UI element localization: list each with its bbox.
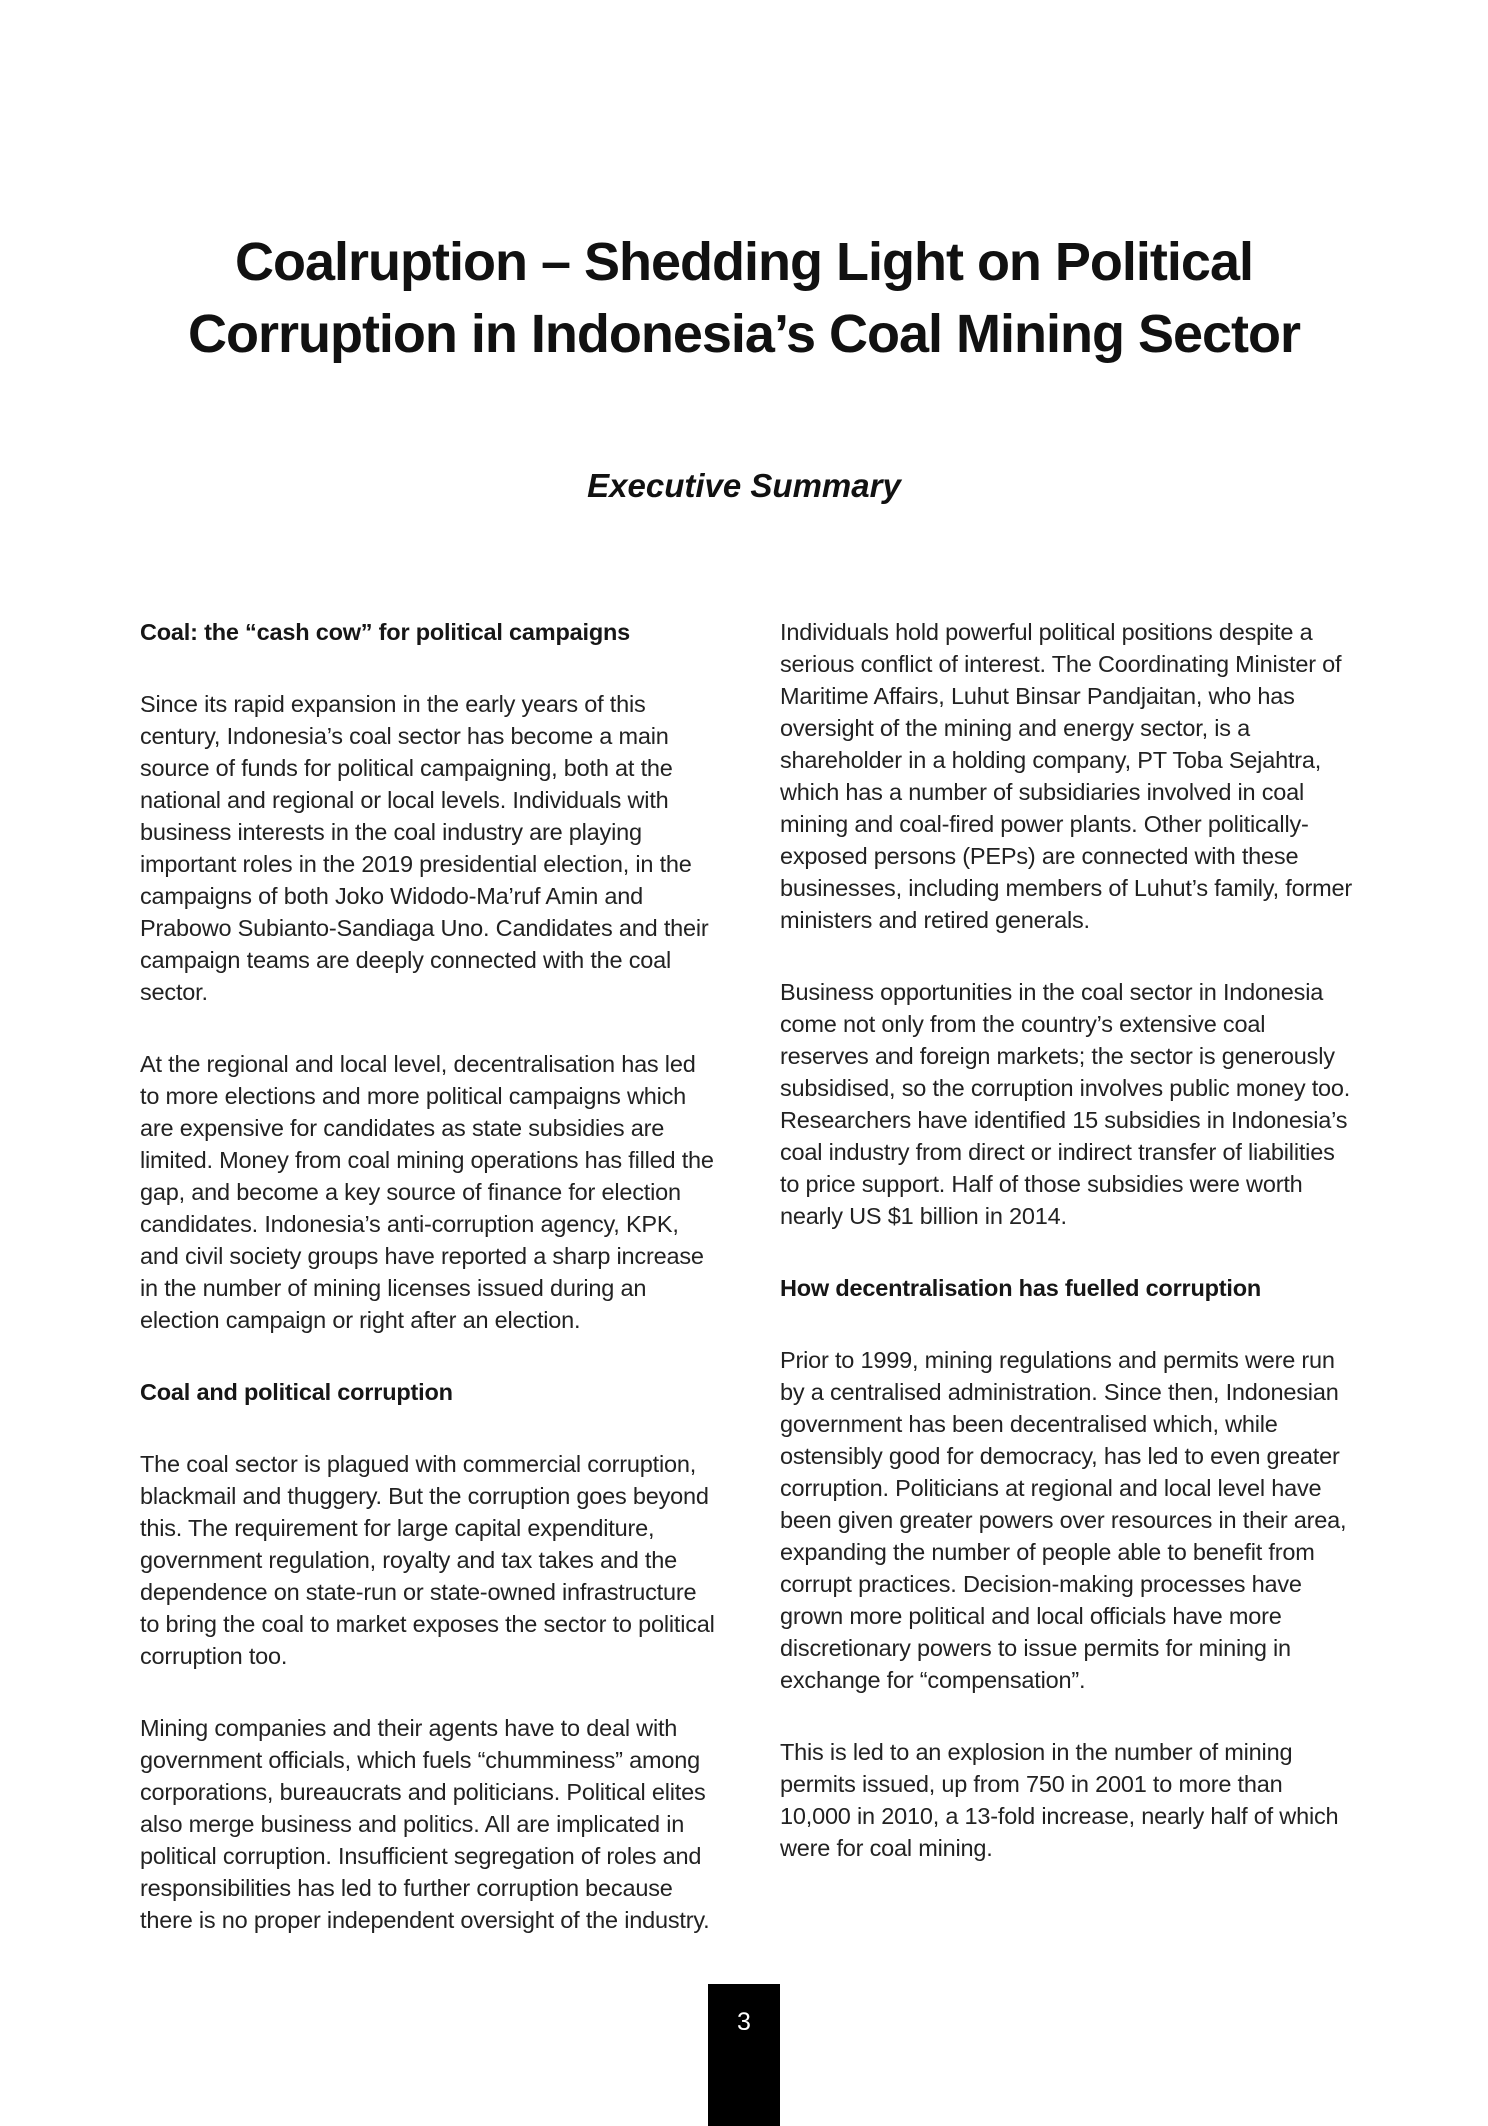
- title-line: Coalruption – Shedding Light on Political: [235, 232, 1253, 292]
- two-column-body: [140, 616, 1357, 1976]
- body-paragraph: At the regional and local level, decentralisation has led to more elections and more political campaigns which are expensive for candidates as state subsidies are limited. Money from coal mining operations has filled the gap, and become a key source of finance for election candidates. Indonesia’s anti-corruption agency, KPK, and civil society groups have reported a sharp increase in the number of mining licenses issued during an election campaign or right after an election.: [140, 1051, 714, 1333]
- section-heading: Coal and political corruption: [140, 1379, 453, 1405]
- page-number-box: [708, 1984, 780, 2126]
- body-paragraph: Business opportunities in the coal sector in Indonesia come not only from the country’s extensive coal reserves and foreign markets; the sector is generously subsidised, so the corruption involves public money too. Researchers have identified 15 subsidies in Indonesia’s coal industry from direct or indirect transfer of liabilities to price support. Half of those subsidies were worth nearly US $1 billion in 2014.: [780, 979, 1351, 1229]
- page-number: 3: [737, 2008, 751, 2036]
- body-paragraph: The coal sector is plagued with commercial corruption, blackmail and thuggery. But the corruption goes beyond this. The requirement for large capital expenditure, government regulation, royalty and tax takes and the dependence on state-run or state-owned infrastructure to bring the coal to market exposes the sector to political corruption too.: [140, 1451, 715, 1669]
- body-paragraph: Individuals hold powerful political positions despite a serious conflict of interest. The Coordinating Minister of Maritime Affairs, Luhut Binsar Pandjaitan, who has oversight of the mining and energy sector, is a shareholder in a holding company, PT Toba Sejahtra, which has a number of subsidiaries involved in coal mining and coal-fired power plants. Other politically-exposed persons (PEPs) are connected with these businesses, including members of Luhut’s family, former ministers and retired generals.: [780, 619, 1352, 933]
- page-title: [0, 226, 1488, 370]
- section-heading: Coal: the “cash cow” for political campaigns: [140, 619, 631, 645]
- body-paragraph: Since its rapid expansion in the early years of this century, Indonesia’s coal sector has become a main source of funds for political campaigning, both at the national and regional or local levels. Individuals with business interests in the coal industry are playing important roles in the 2019 presidential election, in the campaigns of both Joko Widodo-Ma’ruf Amin and Prabowo Subianto-Sandiaga Uno. Candidates and their campaign teams are deeply connected with the coal sector.: [140, 691, 709, 1005]
- subtitle: Executive Summary: [587, 467, 901, 504]
- body-paragraph: Mining companies and their agents have to deal with government officials, which fuels “chumminess” among corporations, bureaucrats and politicians. Political elites also merge business and politics. All are implicated in political corruption. Insufficient segregation of roles and responsibilities has led to further corruption because there is no proper independent oversight of the industry.: [140, 1715, 710, 1933]
- body-paragraph: This is led to an explosion in the number of mining permits issued, up from 750 in 2001 to more than 10,000 in 2010, a 13-fold increase, nearly half of which were for coal mining.: [780, 1739, 1339, 1861]
- title-line: Corruption in Indonesia’s Coal Mining Sector: [187, 304, 1301, 364]
- section-heading: How decentralisation has fuelled corruption: [780, 1275, 1262, 1301]
- right-column: [780, 616, 1357, 1976]
- left-column: [140, 616, 717, 1976]
- body-paragraph: Prior to 1999, mining regulations and permits were run by a centralised administration. Since then, Indonesian government has been decentralised which, while ostensibly good for democracy, has led to even greater corruption. Politicians at regional and local level have been given greater powers over resources in their area, expanding the number of people able to benefit from corrupt practices. Decision-making processes have grown more political and local officials have more discretionary powers to issue permits for mining in exchange for “compensation”.: [780, 1347, 1347, 1693]
